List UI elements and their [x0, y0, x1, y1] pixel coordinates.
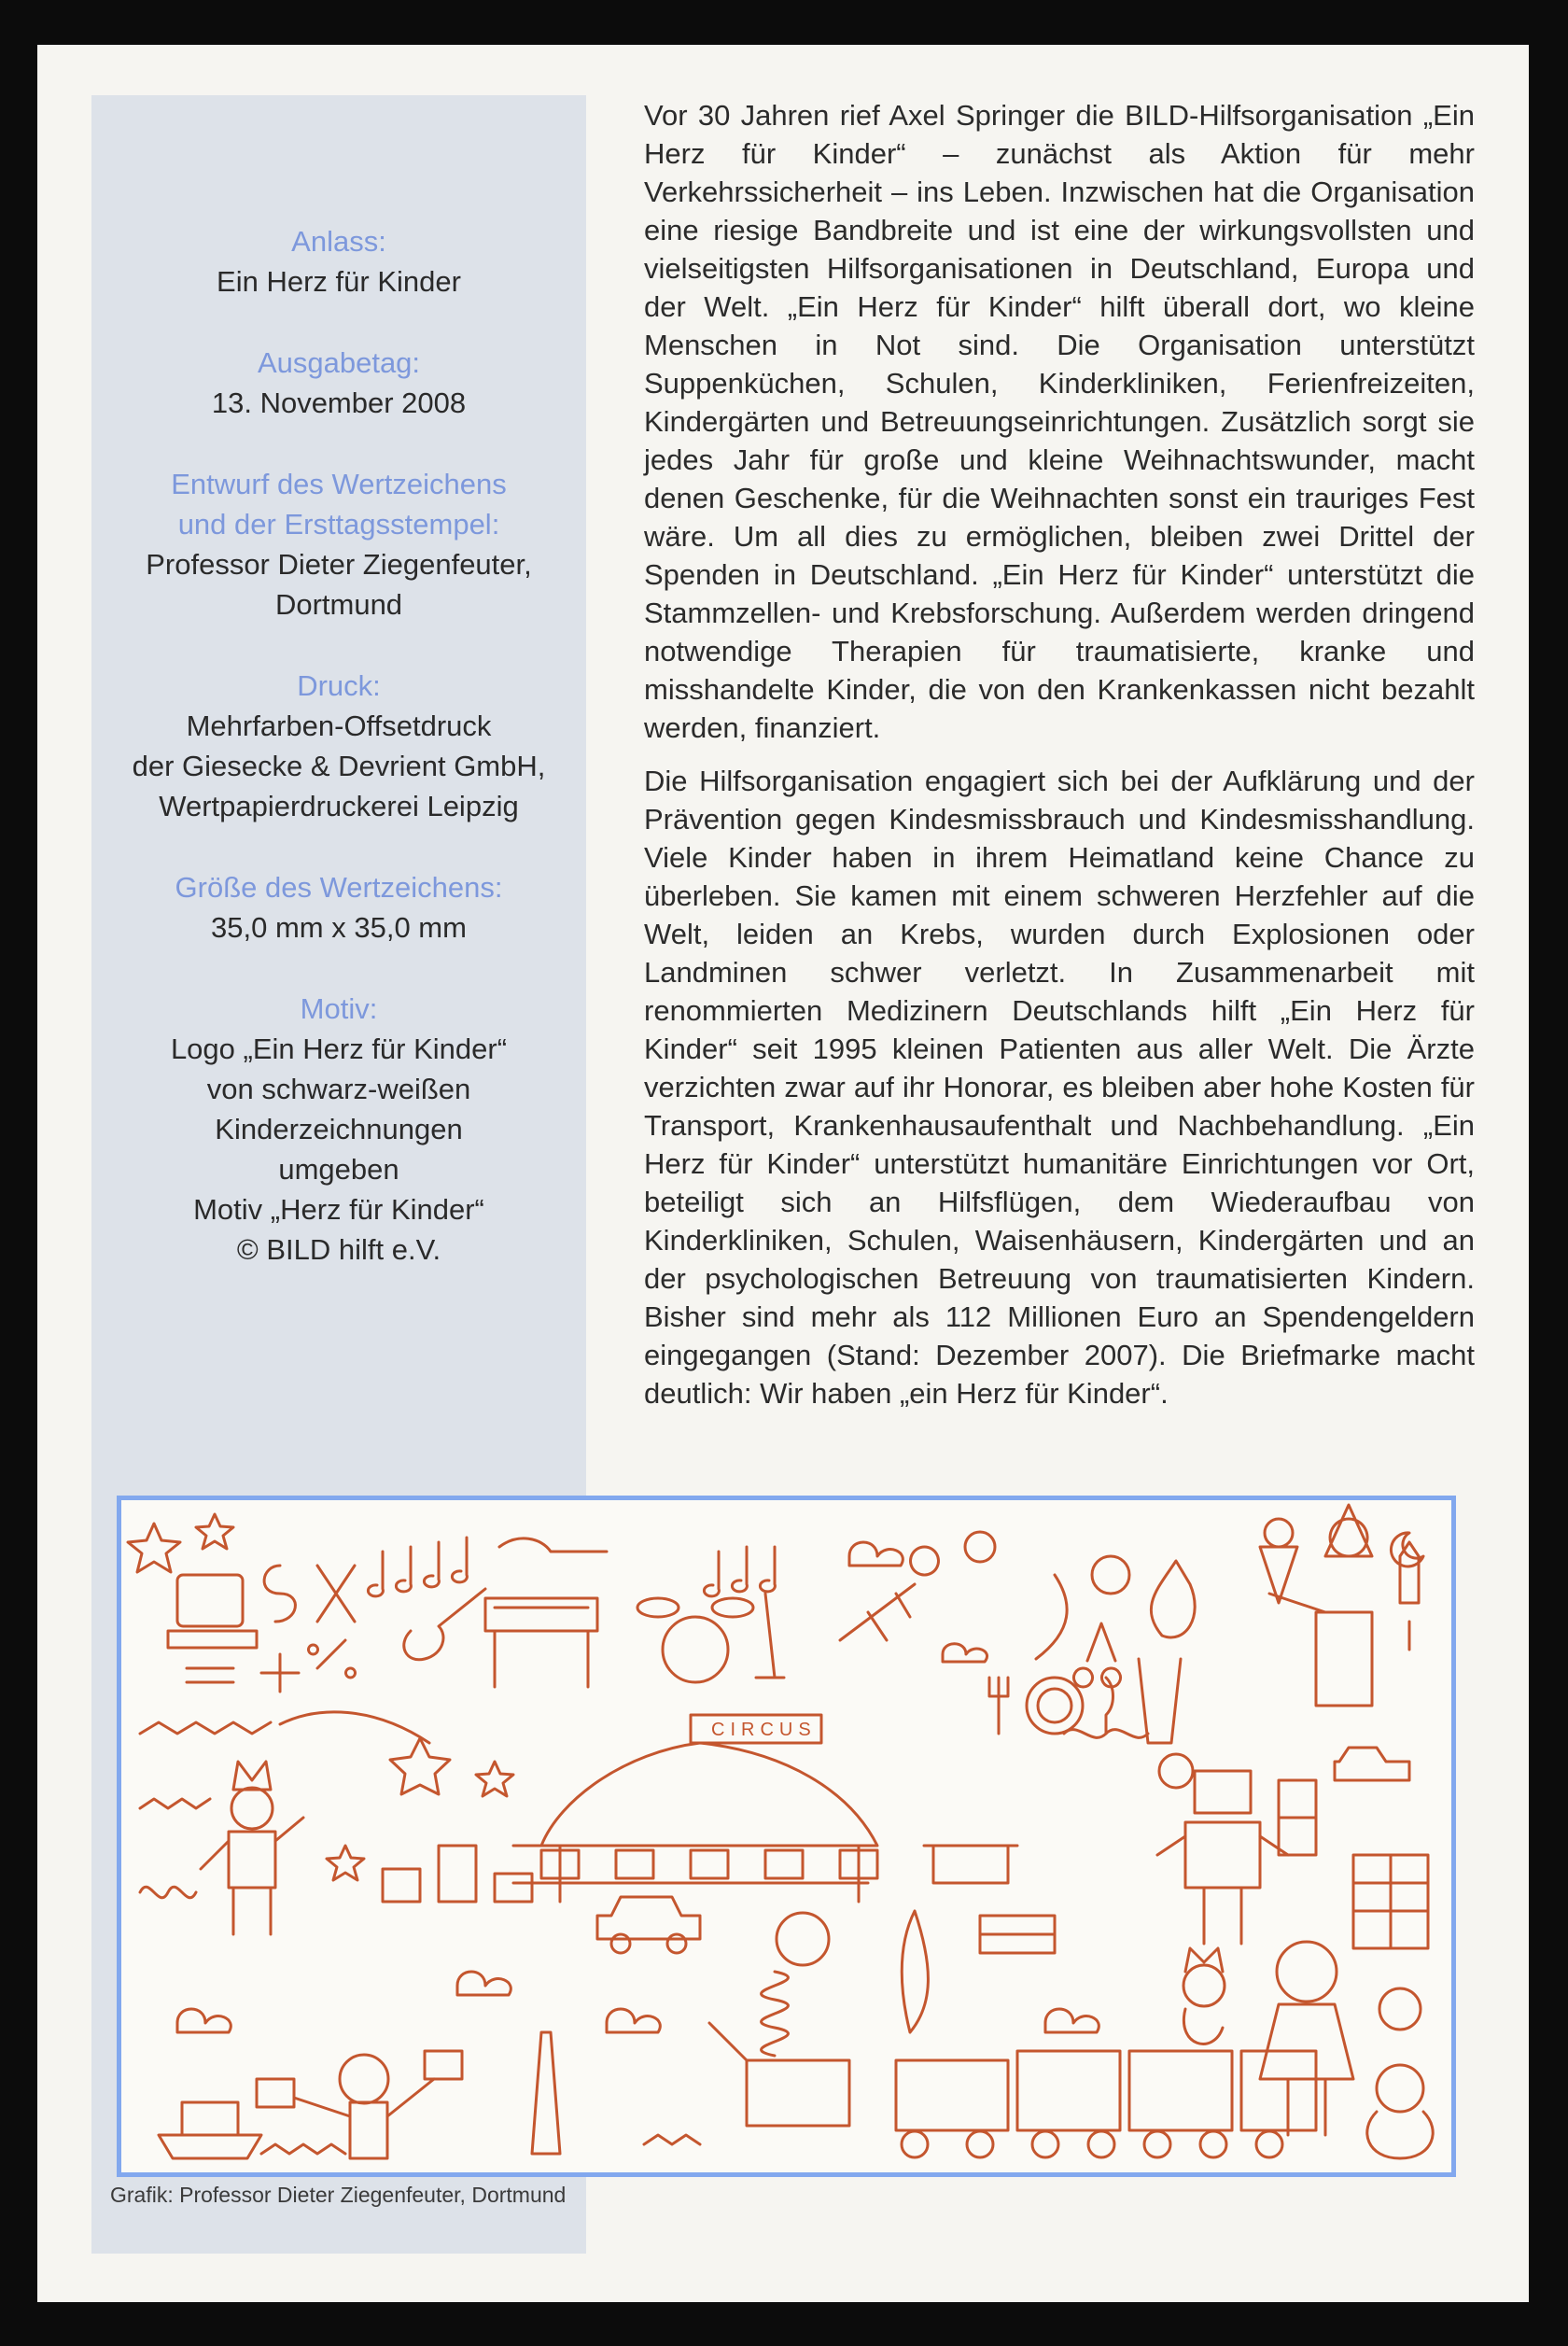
article-paragraph: Vor 30 Jahren rief Axel Springer die BILD-Hilfsorganisation „Ein Herz für Kinder“ – zunächst als Aktion für mehr Verkehrssicherheit – ins Leben. Inzwischen hat die Organisation eine riesige Bandbreite und ist eine der wirkungsvollsten und vielseitigsten Hilfsorganisationen in Deutschland, Europa und der Welt. „Ein Herz für Kinder“ hilft überall dort, wo kleine Menschen in Not sind. Die Organisation unterstützt Suppenküchen, Schulen, Kinderkliniken, Ferienfreizeiten, Kindergärten und Betreuungseinrichtungen. Zusätzlich sorgt sie jedes Jahr für große und kleine Weihnachtswunder, macht denen Geschenke, für die Weihnachten sonst ein trauriges Fest wäre. Um all dies zu ermöglichen, bleiben zwei Drittel der Spenden in Deutschland. „Ein Herz für Kinder“ unterstützt die Stammzellen- und Krebsforschung. Außerdem werden dringend notwendige Therapien für traumatisierte, kranke und misshandelte Kinder, die von den Krankenkassen nicht bezahlt werden, finanziert. — [644, 99, 1475, 744]
meta-label: Druck: — [297, 669, 381, 702]
music-note-icon — [704, 1547, 775, 1596]
flag-icon — [425, 2051, 462, 2079]
meta-label: Motiv: — [300, 992, 378, 1025]
piano-icon — [485, 1598, 597, 1631]
meta-value: Ein Herz für Kinder — [217, 265, 461, 298]
meta-value: © BILD hilft e.V. — [236, 1233, 441, 1266]
music-note-icon — [424, 1542, 439, 1587]
car-icon — [597, 1897, 700, 1939]
stamp-metadata — [91, 221, 586, 1311]
circus-tent-doodle — [541, 1743, 877, 1846]
brick-house-doodle — [1353, 1855, 1428, 1948]
guitar-icon — [404, 1589, 485, 1660]
meta-value: umgeben — [278, 1153, 399, 1186]
ball-icon — [965, 1532, 995, 1562]
illustration-caption: Grafik: Professor Dieter Ziegenfeuter, Dortmund — [110, 2183, 567, 2207]
jack-in-box-doodle — [777, 1913, 829, 1965]
article-body — [644, 96, 1475, 1427]
star-icon — [476, 1762, 513, 1796]
lighthouse-icon — [532, 2032, 560, 2154]
meta-label-line2: und der Ersttagsstempel: — [177, 508, 500, 541]
moon-icon — [1391, 1533, 1423, 1566]
star-icon — [327, 1846, 364, 1880]
meta-value: Dortmund — [274, 588, 403, 621]
document-page — [37, 45, 1529, 2302]
music-note-icon — [452, 1538, 467, 1582]
ship-icon — [159, 2102, 261, 2158]
fork-icon — [989, 1678, 1008, 1734]
star-icon — [128, 1524, 180, 1572]
violin-icon — [499, 1538, 607, 1552]
ice-cream-icon — [1260, 1547, 1297, 1603]
cloud-icon — [177, 2009, 231, 2032]
meta-label: Anlass: — [291, 225, 386, 258]
meta-value: Professor Dieter Ziegenfeuter, — [146, 548, 532, 581]
gift-icon — [383, 1869, 420, 1902]
pot-icon — [924, 1846, 1017, 1883]
toy-car-icon — [1335, 1748, 1409, 1780]
doodle-artwork — [121, 1500, 1451, 2172]
meta-size — [91, 867, 586, 948]
carrot-icon — [902, 1911, 928, 2032]
star-icon — [196, 1514, 233, 1549]
flying-boy-doodle — [840, 1547, 939, 1640]
cloud-icon — [607, 2009, 660, 2032]
meta-label: Entwurf des Wertzeichens — [171, 468, 507, 500]
meta-value: Logo „Ein Herz für Kinder“ — [170, 1033, 508, 1065]
pear-icon — [1151, 1561, 1195, 1637]
meta-value: Kinderzeichnungen — [215, 1113, 463, 1145]
meta-value: Motiv „Herz für Kinder“ — [193, 1193, 484, 1226]
meta-value: Wertpapierdruckerei Leipzig — [159, 790, 519, 822]
meta-occasion — [91, 221, 586, 302]
meta-print — [91, 666, 586, 826]
music-note-icon — [368, 1552, 383, 1596]
apple-icon — [1092, 1556, 1129, 1594]
meta-value: 13. November 2008 — [211, 386, 467, 419]
blocks-icon — [1279, 1818, 1316, 1855]
gift-icon — [495, 1874, 532, 1902]
wizard-doodle — [1325, 1505, 1372, 1556]
drum-icon — [663, 1617, 728, 1682]
meta-issue-date — [91, 343, 586, 423]
flag-icon — [257, 2079, 294, 2107]
cloud-icon — [943, 1644, 987, 1662]
meta-motif — [91, 989, 586, 1270]
meta-label: Größe des Wertzeichens: — [175, 871, 503, 904]
cloud-icon — [1045, 2009, 1099, 2032]
carrot-icon — [1036, 1575, 1067, 1659]
meta-value: der Giesecke & Devrient GmbH, — [132, 750, 546, 782]
meta-value: Mehrfarben-Offsetdruck — [186, 709, 492, 742]
robot-doodle — [1195, 1771, 1251, 1813]
music-note-icon — [396, 1547, 411, 1592]
meta-design — [91, 464, 586, 625]
comet-icon — [390, 1738, 450, 1794]
cat-doodle — [233, 1762, 271, 1790]
locomotive-doodle — [896, 2060, 1008, 2130]
dollar-doodle — [264, 1566, 295, 1622]
girl-doodle — [1277, 1942, 1337, 2002]
glass-icon — [1139, 1659, 1181, 1743]
meta-value: von schwarz-weißen — [206, 1073, 471, 1105]
cloud-icon — [457, 1972, 511, 1995]
zigzag-doodle — [140, 1722, 271, 1734]
circus-sign-text: CIRCUS — [711, 1720, 817, 1740]
apple-icon — [1159, 1754, 1193, 1788]
meta-value: 35,0 mm x 35,0 mm — [211, 911, 467, 944]
ball-icon — [1379, 1988, 1421, 2030]
zigzag-doodle — [140, 1799, 210, 1808]
castle-icon — [1400, 1542, 1419, 1603]
cloud-icon — [849, 1542, 903, 1566]
computer-icon — [177, 1575, 243, 1626]
cherries-icon — [1074, 1623, 1121, 1687]
teddy-bear-doodle — [1377, 2065, 1423, 2112]
meta-label: Ausgabetag: — [257, 346, 421, 379]
children-drawing-illustration — [117, 1496, 1456, 2177]
boy-doodle — [340, 2055, 388, 2103]
plate-icon — [1027, 1678, 1083, 1734]
article-paragraph: Die Hilfsorganisation engagiert sich bei der Aufklärung und der Prävention gegen Kindesmissbrauch und Kindesmisshandlung. Viele Kinder haben in ihrem Heimatland keine Chance zu überleben. Sie kamen mit einem schweren Herzfehler auf die Welt, leiden an Krebs, wurden durch Explosionen oder Landminen schwer verletzt. In Zusammenarbeit mit renommierten Medizinern Deutschlands hilft „Ein Herz für Kinder“ seit 1995 kleinen Patienten aus aller Welt. Die Ärzte verzichten zwar auf ihr Honorar, es bleiben aber hohe Kosten für Transport, Krankenhausaufenthalt und Nachbehandlung. „Ein Herz für Kinder“ unterstützt humanitäre Einrichtungen vor Ort, beteiligt sich an Hilfsflügen, dem Wiederaufbau von Kinderkliniken, Schulen, Waisenhäusern, Kindergärten und an der psychologischen Betreuung von traumatisierten Kindern. Bisher sind mehr als 112 Millionen Euro an Spendengeldern eingegangen (Stand: Dezember 2007). Die Briefmarke macht deutlich: Wir haben „ein Herz für Kinder“. — [644, 765, 1475, 1410]
gift-icon — [439, 1846, 476, 1902]
